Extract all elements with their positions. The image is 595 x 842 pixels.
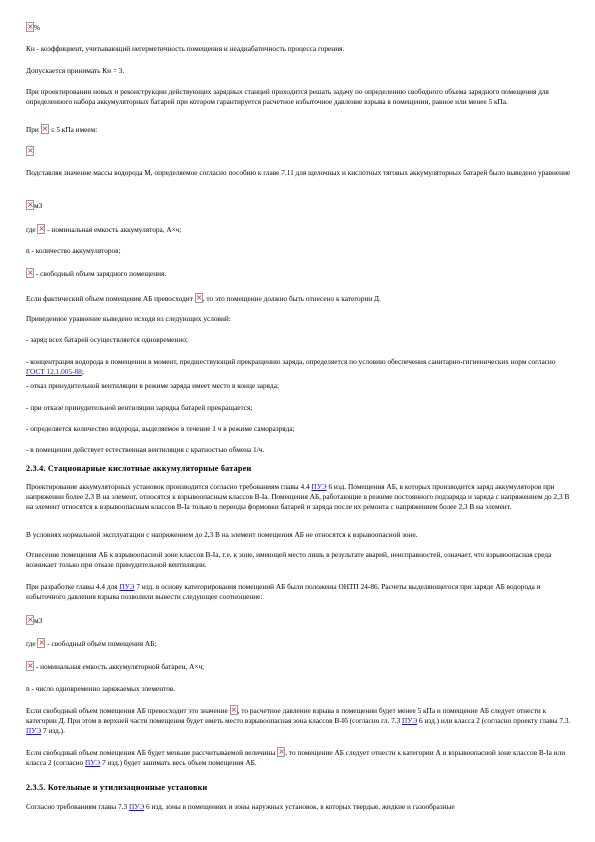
p234-5-part-c: 6 изд.) или класса 2 (согласно проекту главы 7.3. <box>417 716 571 725</box>
condition-5: - определяется количество водорода, выделяемое в течение 1 ч в режиме саморазряда; <box>26 424 295 433</box>
condition-2-text: - концентрация водорода в помещении в момент, предшествующий прекращению заряда, определяется по условию обеспечения санитарно-гигиенических норм согласно <box>26 357 556 366</box>
formula-image-icon <box>26 22 34 32</box>
paragraph-234-3: Отнесение помещения АБ к взрывоопасной зоне классов В-Iа, т.е. к зоне, имеющей место лишь в результате аварий, неисправностей, означает, что взрывоопасная среда возникает только при отказе принудительной вентиляции. <box>26 550 552 569</box>
p234-6-part-c: 7 изд.) будет занимать весь объем помещения АБ. <box>100 758 257 767</box>
free-volume-definition-2 <box>26 638 573 649</box>
exceed-row <box>26 293 573 304</box>
p235-part-b: 6 изд. зоны в помещениях и зоны наружных установок, в которых твердые, жидкие и газообразные <box>144 802 455 811</box>
computed-value-image-icon <box>277 747 285 757</box>
condition-2 <box>26 357 573 377</box>
where-word: где <box>26 225 36 234</box>
volume-formula-image-icon <box>26 200 34 210</box>
capacity-definition-text: - номинальная емкость аккумулятора, А×ч; <box>45 225 182 234</box>
p234-5-part-b: , то расчетное давление взрыва в помещении будет менее 5 кПа и помещение АБ следует отнести к категории Д. При этом в верхней части помещения будет иметь место взрывоопасная зона классов В-Iб (согласно гл. 7.3 <box>26 706 547 725</box>
threshold-image-icon <box>195 293 203 303</box>
p234-6-part-a: Если свободный объем помещения АБ будет меньше рассчитываемой величины <box>26 748 276 757</box>
free-volume-definition-text: - свободный объем зарядного помещения. <box>34 269 167 278</box>
exceed-suffix: , то это помещение должно быть отнесено к категории Д. <box>202 294 381 303</box>
equation-row <box>26 146 573 157</box>
p234-5-part-d: 7 изд.). <box>41 726 65 735</box>
p234-6-part-b: , то помещение АБ следует отнести к категории А и взрывоопасной зоне классов В-Iа или класса 2 (согласно <box>26 748 566 767</box>
pue-link-2[interactable]: ПУЭ <box>119 582 135 591</box>
substitution-paragraph: Подставляя значение массы водорода М, определяемое согласно пособию к главе 7.11 для щелочных и кислотных тяговых аккумуляторных батарей было выведено уравнение <box>26 168 571 177</box>
paragraph-234-5 <box>26 705 573 736</box>
free-volume-symbol-icon <box>26 268 34 278</box>
equation-image-icon <box>26 146 34 156</box>
percent-unit: % <box>34 23 41 32</box>
exceed-prefix: Если фактический объем помещения АБ превосходит <box>26 294 193 303</box>
pue-link-6[interactable]: ПУЭ <box>128 802 145 811</box>
capacity-symbol-icon <box>37 224 45 234</box>
p235-part-a: Согласно требованиям главы 7.3 <box>26 802 129 811</box>
paragraph-234-6 <box>26 747 573 768</box>
where-word-2: где <box>26 639 36 648</box>
when-suffix: ≤ 5 кПа имеем: <box>50 125 98 134</box>
volume-formula-row-2 <box>26 615 573 626</box>
gost-link[interactable]: ГОСТ 12.1.005-88 <box>26 367 82 376</box>
capacity-symbol-2-icon <box>26 661 34 671</box>
paragraph-234-1 <box>26 482 573 512</box>
pue-link-5[interactable]: ПУЭ <box>84 758 101 767</box>
when-prefix: При <box>26 125 39 134</box>
kn-definition: Кн - коэффициент, учитывающий негерметичность помещения и неадиабатичность процесса горения. <box>26 44 345 53</box>
paragraph-234-2: В условиях нормальной эксплуатации с напряжением до 2,3 В на элемент помещения АБ не относятся к взрывоопасной зоне. <box>26 530 418 539</box>
condition-4: - при отказе принудительной вентиляции зарядка батарей прекращается; <box>26 403 253 412</box>
p234-4-part-a: При разработке главы 4.4 для <box>26 582 120 591</box>
formula-row-percent <box>26 22 573 33</box>
free-volume-definition-2-text: - свободный объем помещения АБ; <box>45 639 157 648</box>
kn-value: Допускается принимать Кн = 3. <box>26 66 125 75</box>
p234-4-part-b: 7 изд. в основу категорирования помещений АБ были положены ОНТП 24-86. Расчеты выделяющегося при заряде АБ водорода и избыточного давления взрыва позволили вывести следующее соотношение: <box>26 582 541 601</box>
capacity-definition <box>26 224 573 235</box>
capacity-definition-2-text: - номинальная емкость аккумуляторной батареи, А×ч; <box>34 662 205 671</box>
n-definition: n - количество аккумуляторов; <box>26 246 121 255</box>
pue-link-4[interactable]: ПУЭ <box>26 726 42 735</box>
free-volume-definition <box>26 268 573 279</box>
p234-5-part-a: Если свободный объем помещения АБ превосходит это значение <box>26 706 228 715</box>
design-paragraph: При проектировании новых и реконструкции действующих зарядных станций приходится решать задачу по определению свободного объема зарядного помещения для определенного набора аккумуляторных батарей при котором гарантируется расчетное избыточное давление взрыва в помещении, равное или менее 5 кПа. <box>26 87 549 106</box>
volume-value-image-icon <box>230 705 238 715</box>
pue-link-1[interactable]: ПУЭ <box>311 482 327 491</box>
condition-2-end: ; <box>81 367 84 376</box>
volume-formula-2-image-icon <box>26 615 34 625</box>
free-volume-symbol-2-icon <box>37 638 45 648</box>
section-heading-2-3-5: 2.3.5. Котельные и утилизационные установки <box>26 783 208 792</box>
paragraph-235-1 <box>26 802 573 812</box>
condition-3: - отказ принудительной вентиляции в режиме заряда имеет место в конце заряда; <box>26 381 280 390</box>
condition-1: - заряд всех батарей осуществляется одновременно; <box>26 335 188 344</box>
capacity-definition-2 <box>26 661 573 672</box>
n-definition-2: n - число одновременно заряжаемых элементов. <box>26 684 176 693</box>
pressure-image-icon <box>41 124 49 134</box>
section-heading-2-3-4: 2.3.4. Стационарные кислотные аккумуляторные батареи <box>26 464 252 473</box>
conditions-intro: Приведенное уравнение выведено исходя из следующих условий: <box>26 314 231 323</box>
p234-1-part-a: Проектирование аккумуляторных установок производится согласно требованиям главы 4.4 <box>26 482 312 491</box>
volume-formula-row <box>26 200 573 211</box>
condition-6: - в помещении действует естественная вентиляция с кратностью обмена 1/ч. <box>26 445 265 454</box>
paragraph-234-4 <box>26 582 573 602</box>
unit-m3: м3 <box>34 201 43 210</box>
unit-m3-2: м3 <box>34 616 43 625</box>
when-row <box>26 124 573 135</box>
pue-link-3[interactable]: ПУЭ <box>402 716 418 725</box>
p234-1-part-b: 6 изд. Помещения АБ, в которых производится заряд аккумуляторов при напряжении более 2,3 В на элемент, относятся к взрывоопасным классов В-Iа. Помещения АБ, работающие в режиме постоянного подзаряда и заряда с напряжением до 2,3 В на элемент относятся к взрывоопасным классов В-Iа только в периоды формовки батарей и заряда после их ремонта с напряжением более 2,3 В на элемент. <box>26 482 570 511</box>
